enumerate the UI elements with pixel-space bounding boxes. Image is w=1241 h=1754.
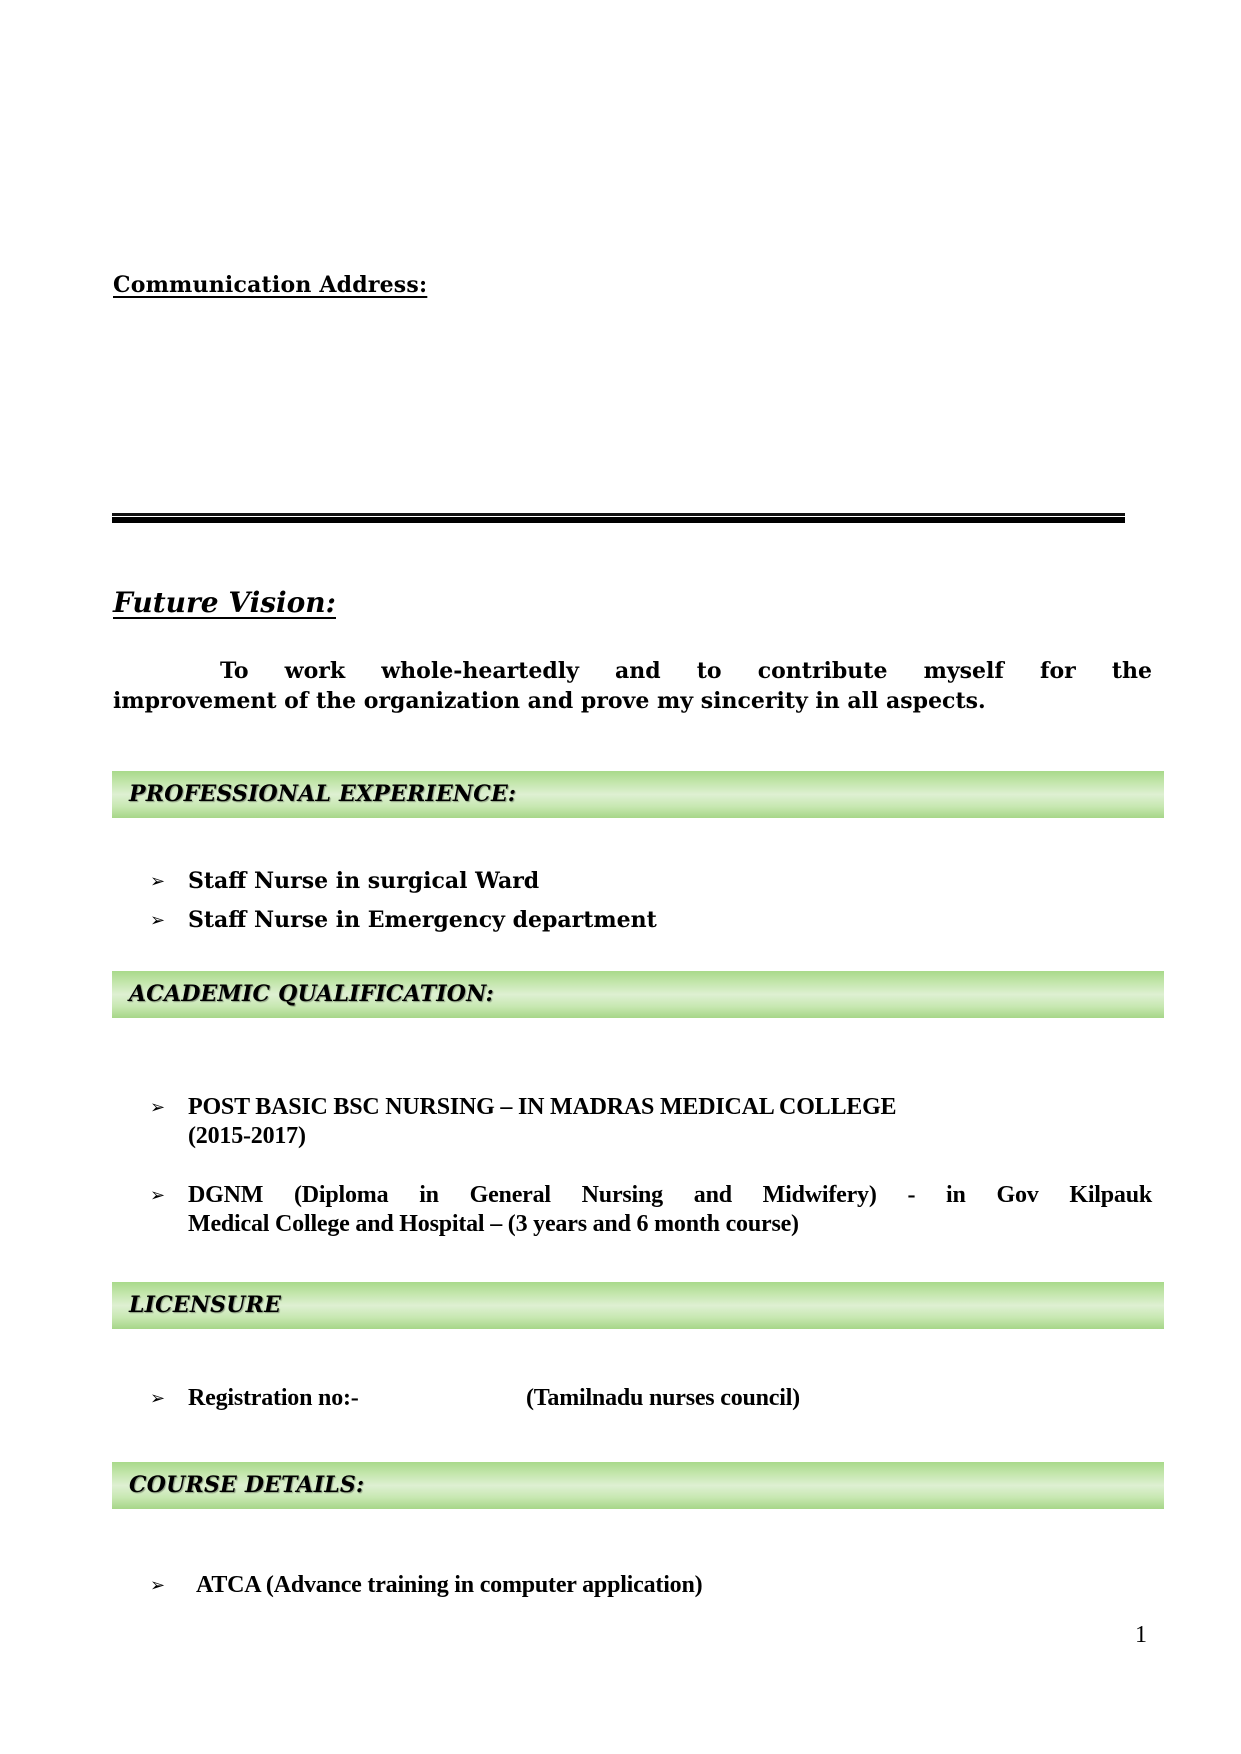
section-bar-course-details <box>112 1462 1164 1509</box>
experience-item-1: Staff Nurse in surgical Ward <box>188 868 540 894</box>
future-vision-line-2: improvement of the organization and prove my sincerity in all aspects. <box>113 688 986 714</box>
page-number: 1 <box>1135 1622 1147 1648</box>
future-vision-paragraph <box>113 656 1152 716</box>
section-title-licensure: LICENSURE <box>129 1292 282 1318</box>
registration-label: Registration no:- <box>188 1385 359 1411</box>
section-title-course-details: COURSE DETAILS: <box>129 1472 365 1498</box>
future-vision-line-1: To work whole-heartedly and to contribute myself for the <box>220 658 1152 684</box>
list-item <box>150 906 657 935</box>
list-item <box>150 867 539 896</box>
arrow-bullet-icon: ➢ <box>150 910 166 931</box>
arrow-bullet-icon: ➢ <box>150 1097 165 1117</box>
communication-address-heading: Communication Address: <box>113 272 428 298</box>
academic-item-1-line-1: POST BASIC BSC NURSING – IN MADRAS MEDICAL COLLEGE <box>188 1094 897 1120</box>
list-item <box>150 1384 988 1413</box>
section-bar-professional-experience <box>112 771 1164 818</box>
future-vision-heading: Future Vision: <box>113 586 336 619</box>
section-title-academic-qualification: ACADEMIC QUALIFICATION: <box>129 981 494 1007</box>
academic-item-2-line-2: Medical College and Hospital – (3 years and 6 month course) <box>188 1211 799 1237</box>
course-item-1: ATCA (Advance training in computer application) <box>196 1572 703 1598</box>
section-title-professional-experience: PROFESSIONAL EXPERIENCE: <box>129 781 517 807</box>
list-item <box>150 1571 702 1600</box>
arrow-bullet-icon: ➢ <box>150 871 166 892</box>
section-bar-licensure <box>112 1282 1164 1329</box>
section-bar-academic-qualification <box>112 971 1164 1018</box>
divider-thick <box>112 517 1125 523</box>
list-item <box>150 1093 1152 1151</box>
arrow-bullet-icon: ➢ <box>150 1185 165 1205</box>
experience-item-2: Staff Nurse in Emergency department <box>188 907 657 933</box>
registration-council: (Tamilnadu nurses council) <box>526 1385 800 1411</box>
arrow-bullet-icon: ➢ <box>150 1575 165 1595</box>
academic-item-1-line-2: (2015-2017) <box>188 1123 306 1149</box>
arrow-bullet-icon: ➢ <box>150 1388 165 1408</box>
divider-thin <box>112 513 1125 516</box>
list-item <box>150 1181 1152 1239</box>
academic-item-2-line-1: DGNM (Diploma in General Nursing and Midwifery) - in Gov Kilpauk <box>188 1182 1152 1208</box>
